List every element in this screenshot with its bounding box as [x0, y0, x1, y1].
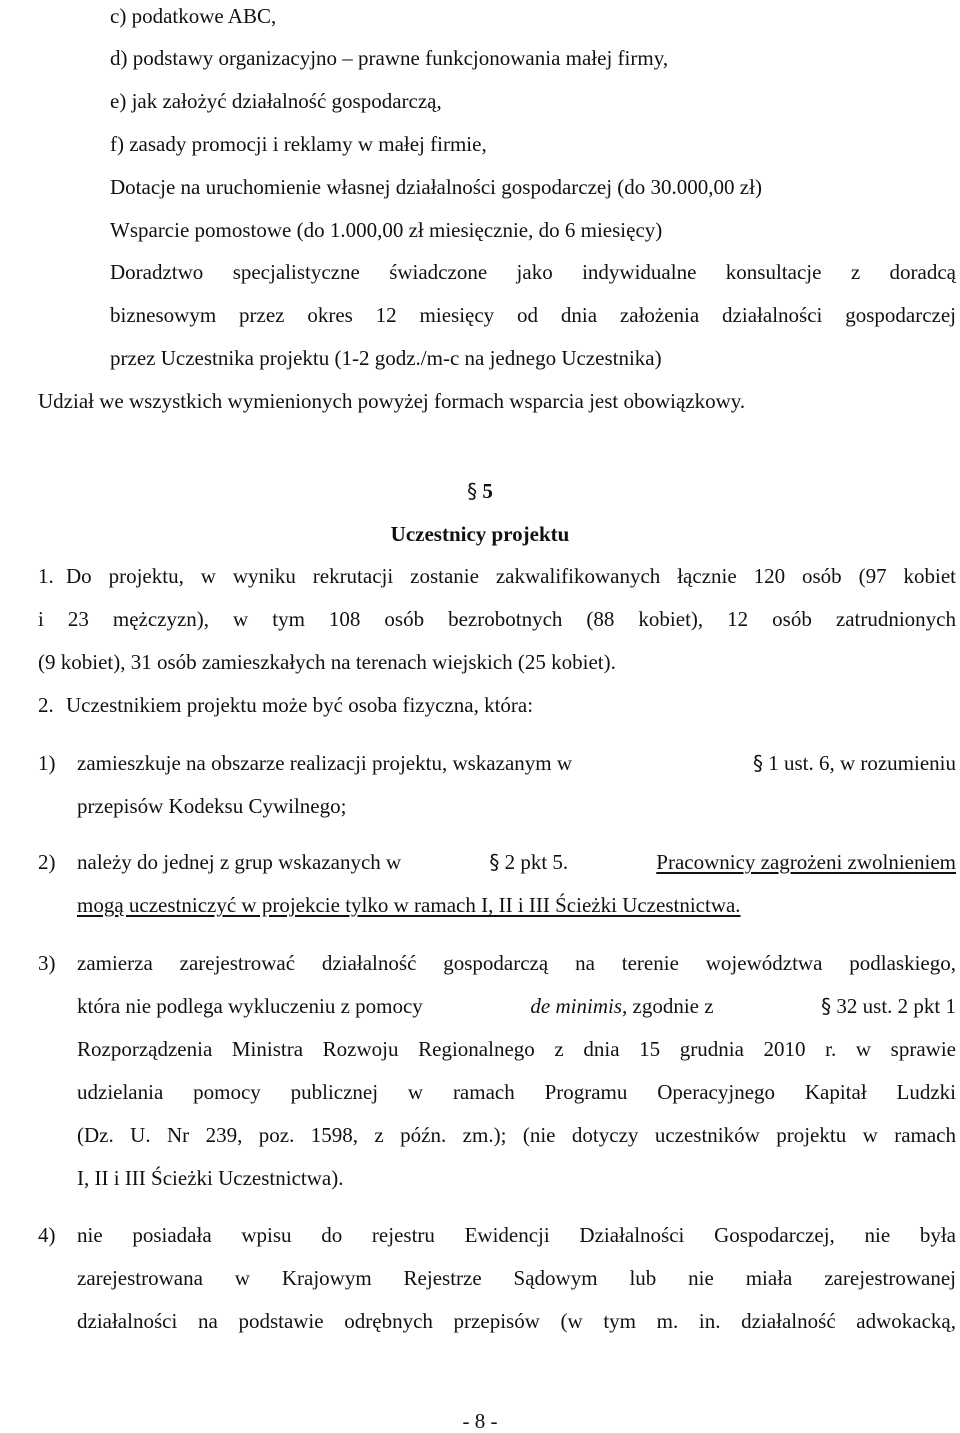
- item-3-number: 3): [38, 951, 56, 975]
- item-2-line1: należy do jednej z grup wskazanych w § 2 pkt 5. Pracownicy zagrożeni zwolnieniem: [77, 850, 956, 874]
- page-number: - 8 -: [462, 1409, 498, 1433]
- paragraph-1-line2: i 23 mężczyzn), w tym 108 osób bezrobotnych (88 kobiet), 12 osób zatrudnionych: [38, 607, 956, 631]
- support-mandatory-note: Udział we wszystkich wymienionych powyżej formach wsparcia jest obowiązkowy.: [38, 389, 746, 413]
- item-2-line2: mogą uczestniczyć w projekcie tylko w ramach I, II i III Ścieżki Uczestnictwa.: [77, 893, 741, 917]
- paragraph-2-number: 2.: [38, 693, 54, 717]
- item-4-line1: nie posiadała wpisu do rejestru Ewidencji Działalności Gospodarczej, nie była: [77, 1223, 956, 1247]
- item-4-number: 4): [38, 1223, 56, 1247]
- list-item-f: f) zasady promocji i reklamy w małej firmie,: [110, 132, 487, 156]
- item-4-line3: działalności na podstawie odrębnych przepisów (w tym m. in. działalność adwokacką,: [77, 1309, 956, 1333]
- item-1-line2: przepisów Kodeksu Cywilnego;: [77, 794, 347, 818]
- section-symbol: §: [752, 751, 763, 775]
- item-3-line3: Rozporządzenia Ministra Rozwoju Regionalnego z dnia 15 grudnia 2010 r. w sprawie: [77, 1037, 956, 1061]
- section-title: Uczestnicy projektu: [390, 522, 570, 546]
- paragraph-1-line1: Do projektu, w wyniku rekrutacji zostanie zakwalifikowanych łącznie 120 osób (97 kobiet: [66, 564, 956, 588]
- section-symbol: §: [467, 479, 478, 503]
- item-1-number: 1): [38, 751, 56, 775]
- list-item-c: c) podatkowe ABC,: [110, 4, 277, 28]
- list-item-e: e) jak założyć działalność gospodarczą,: [110, 89, 442, 113]
- item-3-line5: (Dz. U. Nr 239, poz. 1598, z późn. zm.); (nie dotyczy uczestników projektu w ramach: [77, 1123, 956, 1147]
- support-advisory-line2: biznesowym przez okres 12 miesięcy od dnia założenia działalności gospodarczej: [110, 303, 956, 327]
- item-3-line6: I, II i III Ścieżki Uczestnictwa).: [77, 1166, 344, 1190]
- item-3-line2: która nie podlega wykluczeniu z pomocy de minimis, zgodnie z § 32 ust. 2 pkt 1: [77, 994, 956, 1018]
- item-4-line2: zarejestrowana w Krajowym Rejestrze Sądowym lub nie miała zarejestrowanej: [77, 1266, 956, 1290]
- support-advisory-line3: przez Uczestnika projektu (1-2 godz./m-c na jednego Uczestnika): [110, 346, 662, 370]
- paragraph-2-line1: Uczestnikiem projektu może być osoba fizyczna, która:: [66, 693, 534, 717]
- item-2-number: 2): [38, 850, 56, 874]
- item-1-line1: zamieszkuje na obszarze realizacji projektu, wskazanym w § 1 ust. 6, w rozumieniu: [77, 751, 956, 775]
- support-bridging: Wsparcie pomostowe (do 1.000,00 zł miesięcznie, do 6 miesięcy): [110, 218, 663, 242]
- list-item-d: d) podstawy organizacyjno – prawne funkcjonowania małej firmy,: [110, 46, 669, 70]
- paragraph-1-line3: (9 kobiet), 31 osób zamieszkałych na terenach wiejskich (25 kobiet).: [38, 650, 616, 674]
- item-3-line4: udzielania pomocy publicznej w ramach Programu Operacyjnego Kapitał Ludzki: [77, 1080, 956, 1104]
- support-advisory-line1: Doradztwo specjalistyczne świadczone jako indywidualne konsultacje z doradcą: [110, 260, 956, 284]
- paragraph-1-number: 1.: [38, 564, 54, 588]
- section-symbol: §: [821, 994, 832, 1018]
- section-number: § 5: [467, 479, 493, 503]
- support-grants: Dotacje na uruchomienie własnej działalności gospodarczej (do 30.000,00 zł): [110, 175, 762, 199]
- item-3-line1: zamierza zarejestrować działalność gospodarczą na terenie województwa podlaskiego,: [77, 951, 956, 975]
- section-symbol: §: [489, 850, 500, 874]
